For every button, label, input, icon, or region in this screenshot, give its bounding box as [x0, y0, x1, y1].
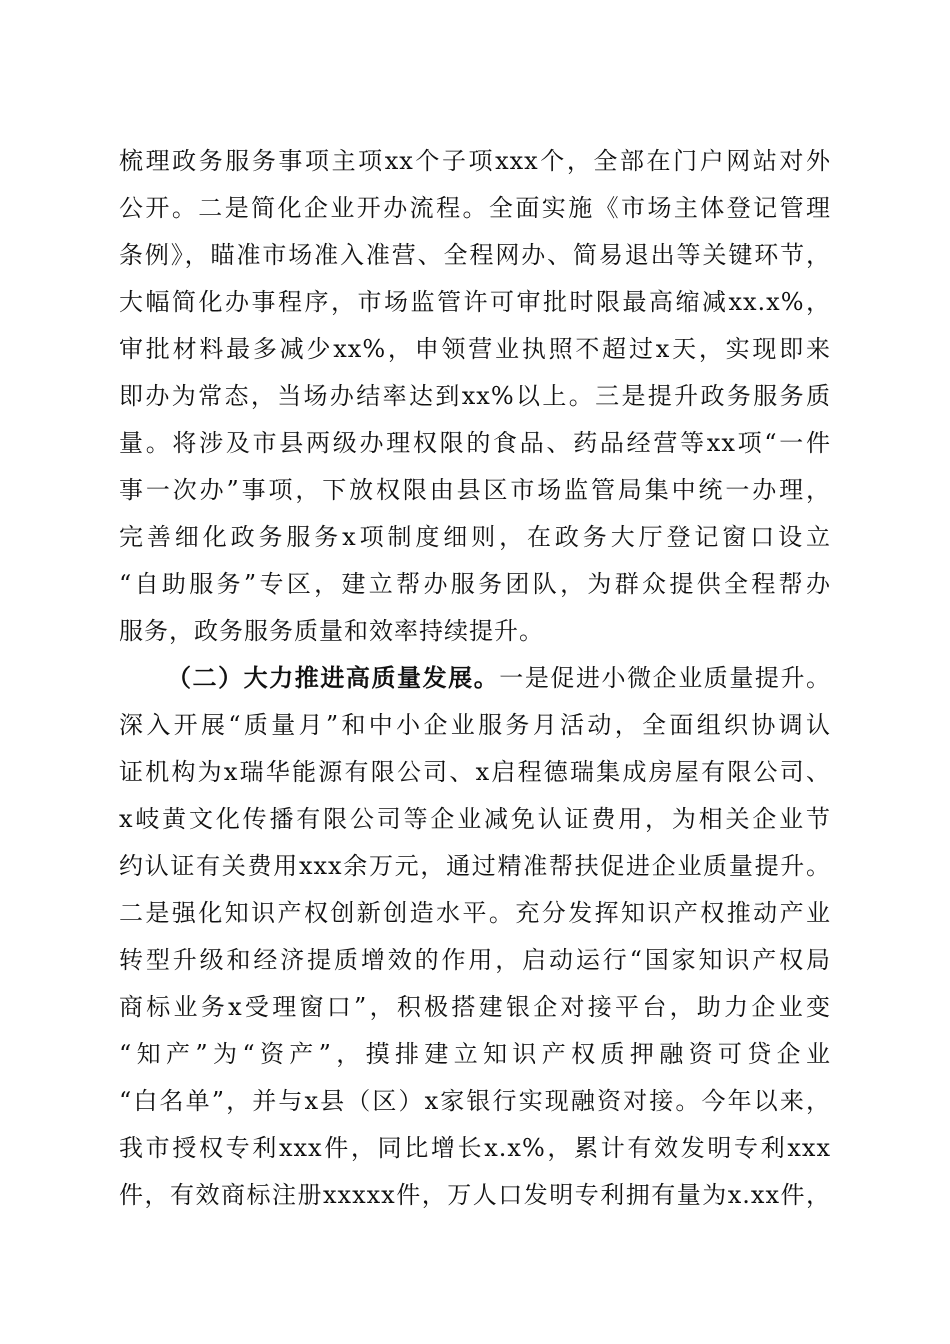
paragraph-line-7: 量。将涉及市县两级办理权限的食品、药品经营等xx项“一件 [119, 429, 831, 457]
section-heading: （二）大力推进高质量发展。 [167, 663, 500, 692]
section-line-7: 商标业务x受理窗口”，积极搭建银企对接平台，助力企业变 [119, 993, 831, 1021]
paragraph-line-4: 大幅简化办事程序，市场监管许可审批时限最高缩减xx.x%， [119, 288, 831, 316]
paragraph-line-2: 公开。二是简化企业开办流程。全面实施《市场主体登记管理 [119, 194, 831, 222]
section-line-3: x岐黄文化传播有限公司等企业减免认证费用，为相关企业节 [119, 805, 831, 833]
section-first-line [167, 663, 831, 693]
section-line-10: 我市授权专利xxx件，同比增长x.x%，累计有效发明专利xxx [119, 1134, 831, 1162]
paragraph-line-10: “自助服务”专区，建立帮办服务团队，为群众提供全程帮办 [119, 570, 831, 598]
section-line-4: 约认证有关费用xxx余万元，通过精准帮扶促进企业质量提升。 [119, 852, 831, 880]
paragraph-line-9: 完善细化政务服务x项制度细则，在政务大厅登记窗口设立 [119, 523, 831, 551]
section-line-6: 转型升级和经济提质增效的作用，启动运行“国家知识产权局 [119, 946, 831, 974]
paragraph-line-1: 梳理政务服务事项主项xx个子项xxx个，全部在门户网站对外 [119, 147, 831, 175]
section-line-5: 二是强化知识产权创新创造水平。充分发挥知识产权推动产业 [119, 899, 831, 927]
section-line-2: 证机构为x瑞华能源有限公司、x启程德瑞集成房屋有限公司、 [119, 758, 831, 786]
section-line-8: “知产”为“资产”，摸排建立知识产权质押融资可贷企业 [119, 1040, 831, 1068]
paragraph-line-6: 即办为常态，当场办结率达到xx%以上。三是提升政务服务质 [119, 382, 831, 410]
section-line-1: 深入开展“质量月”和中小企业服务月活动，全面组织协调认 [119, 711, 831, 739]
paragraph-line-11: 服务，政务服务质量和效率持续提升。 [119, 617, 544, 645]
section-line-11: 件，有效商标注册xxxxx件，万人口发明专利拥有量为x.xx件， [119, 1181, 831, 1209]
paragraph-line-8: 事一次办”事项，下放权限由县区市场监管局集中统一办理， [119, 476, 831, 504]
paragraph-line-3: 条例》，瞄准市场准入准营、全程网办、简易退出等关键环节， [119, 241, 831, 269]
paragraph-line-5: 审批材料最多减少xx%，申领营业执照不超过x天，实现即来 [119, 335, 831, 363]
section-first-line-text: 一是促进小微企业质量提升。 [499, 664, 832, 692]
section-line-9: “白名单”，并与x县（区）x家银行实现融资对接。今年以来， [119, 1087, 831, 1115]
